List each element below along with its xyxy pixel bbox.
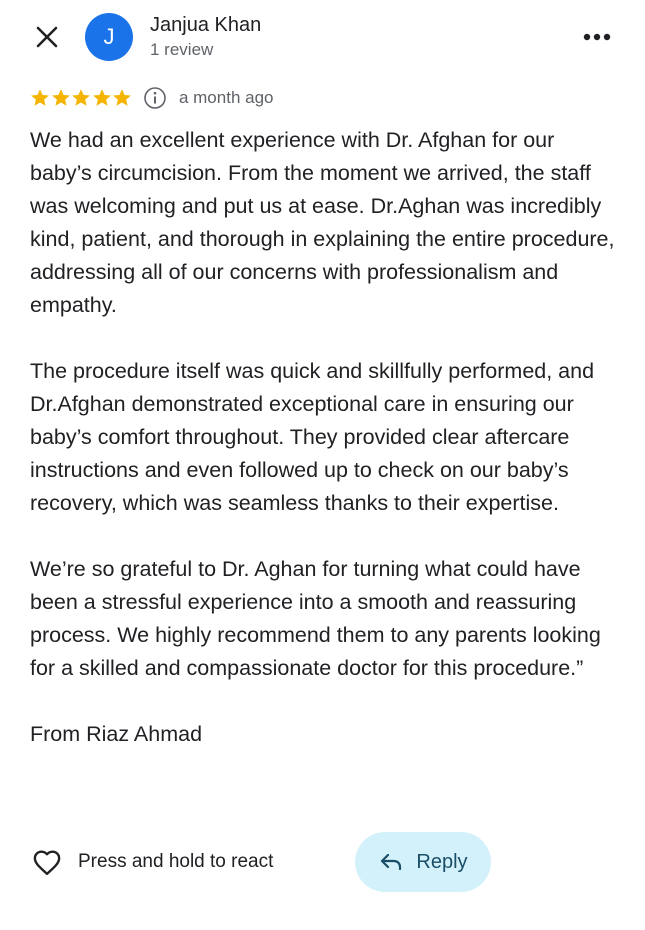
star-icon bbox=[51, 88, 71, 108]
review-body bbox=[30, 124, 620, 751]
react-button[interactable] bbox=[30, 840, 273, 884]
more-options-button[interactable] bbox=[578, 22, 616, 52]
more-vert-icon bbox=[583, 33, 611, 41]
reviewer-name[interactable]: Janjua Khan bbox=[150, 14, 262, 36]
reply-label: Reply bbox=[416, 850, 468, 873]
review-count: 1 review bbox=[150, 40, 214, 59]
star-icon bbox=[71, 88, 91, 108]
star-rating bbox=[30, 88, 133, 108]
review-timestamp: a month ago bbox=[178, 88, 274, 107]
review-signature: From Riaz Ahmad bbox=[30, 722, 203, 746]
review-paragraph-2: The procedure itself was quick and skillfully performed, and Dr.Afghan demonstrated exceptional care in ensuring our baby’s comfort throughout. They provided clear aftercare instructions and even followed up to check on our baby’s recovery, which was seamless thanks to their expertise. bbox=[30, 359, 595, 515]
reply-button[interactable] bbox=[355, 832, 491, 892]
review-paragraph-3: We’re so grateful to Dr. Aghan for turning what could have been a stressful experience into a smooth and reassuring process. We highly recommend them to any parents looking for a skilled and compassionate doctor for this procedure.” bbox=[30, 557, 601, 680]
close-button[interactable] bbox=[30, 20, 64, 54]
rating-row bbox=[30, 84, 273, 112]
heart-outline-icon bbox=[30, 845, 64, 879]
avatar-initial: J bbox=[103, 24, 115, 49]
info-icon[interactable] bbox=[143, 86, 167, 110]
star-icon bbox=[92, 88, 112, 108]
star-icon bbox=[30, 88, 50, 108]
close-icon bbox=[35, 25, 59, 49]
reply-arrow-icon bbox=[378, 851, 404, 873]
avatar[interactable] bbox=[85, 13, 133, 61]
review-paragraph-1: We had an excellent experience with Dr. Afghan for our baby’s circumcision. From the moment we arrived, the staff was welcoming and put us at ease. Dr.Aghan was incredibly kind, patient, and thorough in explaining the entire procedure, addressing all of our concerns with professionalism and empathy. bbox=[30, 128, 615, 317]
star-icon bbox=[112, 88, 132, 108]
react-label: Press and hold to react bbox=[78, 851, 274, 872]
review-header bbox=[0, 0, 645, 80]
